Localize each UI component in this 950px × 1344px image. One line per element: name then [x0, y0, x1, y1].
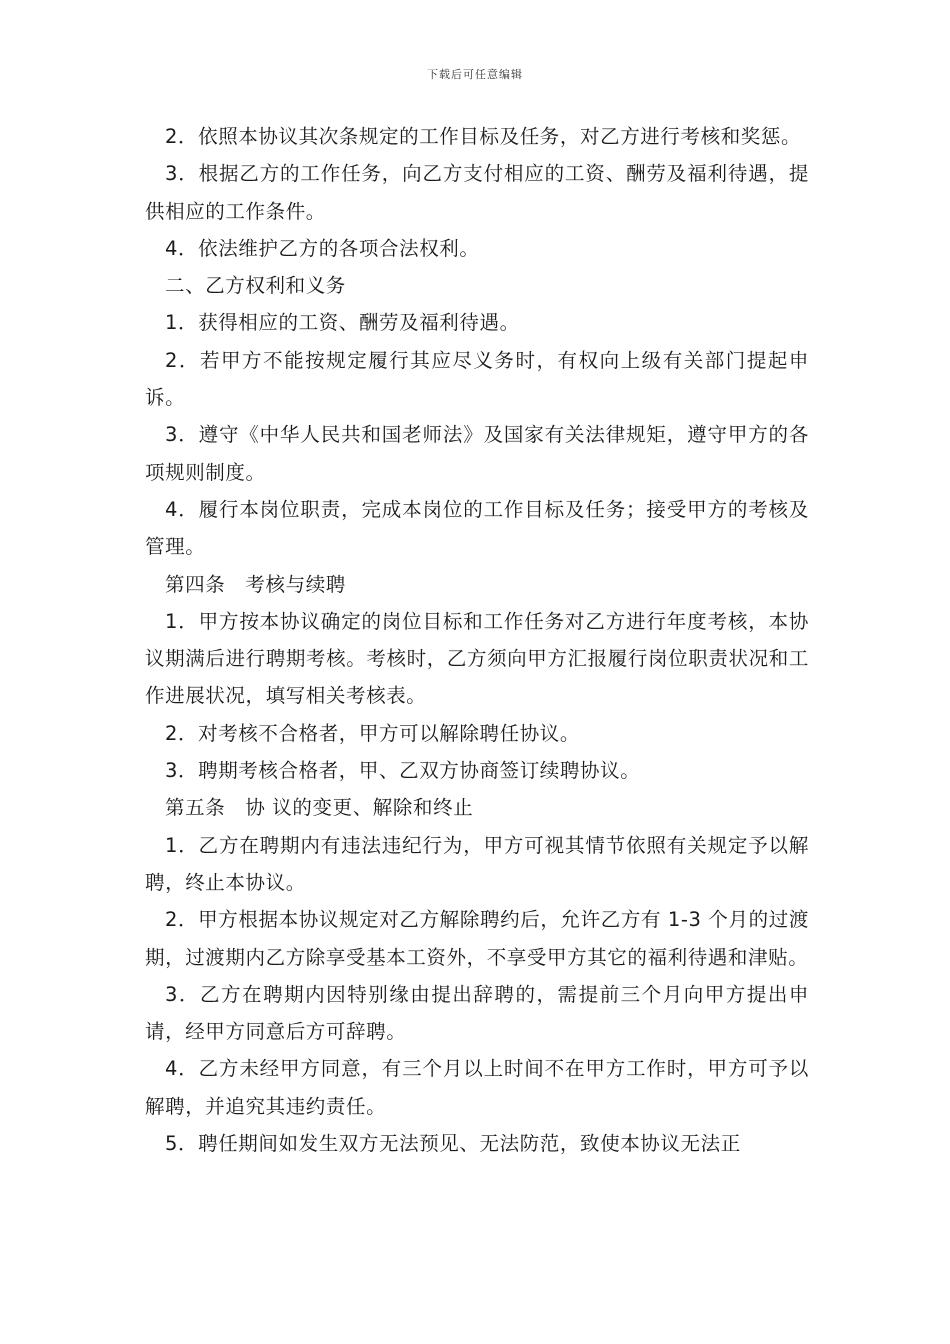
clause-item: 2．若甲方不能按规定履行其应尽义务时，有权向上级有关部门提起申诉。 — [145, 348, 809, 410]
clause-item: 4．依法维护乙方的各项合法权利。 — [165, 236, 480, 260]
clause-item: 1．甲方按本协议确定的岗位目标和工作任务对乙方进行年度考核，本协议期满后进行聘期考核。考核时，乙方须向甲方汇报履行岗位职责状况和工作进展状况，填写相关考核表。 — [145, 609, 809, 708]
clause-item: 4．乙方未经甲方同意，有三个月以上时间不在甲方工作时，甲方可予以解聘，并追究其违约责任。 — [145, 1057, 809, 1118]
clause-item: 1．乙方在聘期内有违法违纪行为，甲方可视其情节依照有关规定予以解聘，终止本协议。 — [145, 833, 809, 894]
clause-item: 2．甲方根据本协议规定对乙方解除聘约后，允许乙方有 1-3 个月的过渡期，过渡期内乙方除享受基本工资外，不享受甲方其它的福利待遇和津贴。 — [145, 908, 809, 969]
section-heading: 二、乙方权利和义务 — [165, 274, 346, 298]
clause-item: 2．对考核不合格者，甲方可以解除聘任协议。 — [165, 721, 581, 745]
section-heading: 第四条 考核与续聘 — [165, 572, 346, 596]
document-body — [145, 118, 809, 1162]
clause-item: 1．获得相应的工资、酬劳及福利待遇。 — [165, 311, 520, 335]
section-heading: 第五条 协 议的变更、解除和终止 — [165, 796, 474, 820]
clause-item: 5．聘任期间如发生双方无法预见、无法防范，致使本协议无法正 — [165, 1132, 741, 1156]
clause-item: 3．乙方在聘期内因特别缘由提出辞聘的，需提前三个月向甲方提出申请，经甲方同意后方可辞聘。 — [145, 982, 809, 1044]
clause-item: 4．履行本岗位职责，完成本岗位的工作目标及任务；接受甲方的考核及管理。 — [145, 497, 809, 559]
page-header-note: 下载后可任意编辑 — [427, 68, 523, 81]
clause-item: 3．根据乙方的工作任务，向乙方支付相应的工资、酬劳及福利待遇，提供相应的工作条件。 — [145, 162, 809, 223]
clause-item: 2．依照本协议其次条规定的工作目标及任务，对乙方进行考核和奖惩。 — [165, 125, 802, 148]
clause-item: 3．聘期考核合格者，甲、乙双方协商签订续聘协议。 — [165, 759, 641, 783]
clause-item: 3．遵守《中华人民共和国老师法》及国家有关法律规矩，遵守甲方的各项规则制度。 — [145, 423, 809, 484]
